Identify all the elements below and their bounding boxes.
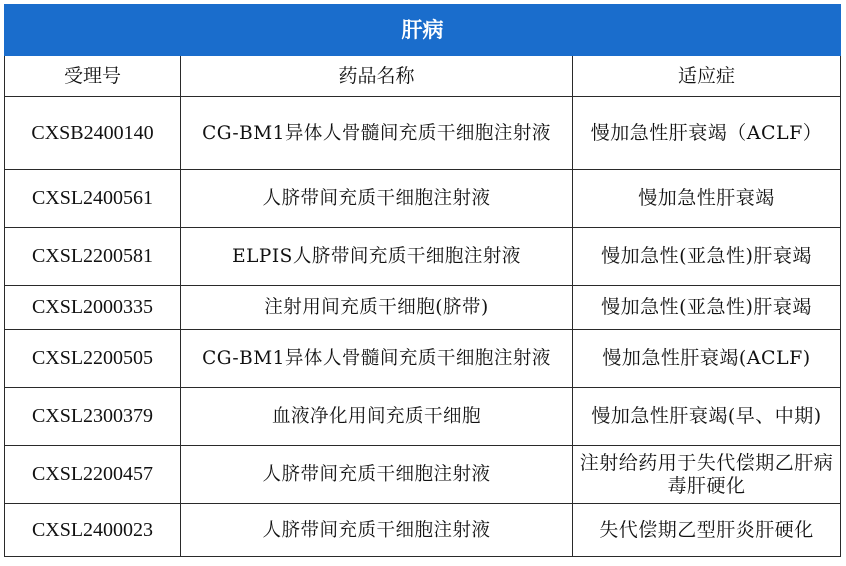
acceptance-code-cell: CXSL2300379: [5, 388, 181, 446]
drug-name-cell: 注射用间充质干细胞(脐带): [181, 286, 573, 330]
table-row: [5, 388, 841, 446]
header-row: [5, 56, 841, 97]
table-row: [5, 228, 841, 286]
indication-cell: 失代偿期乙型肝炎肝硬化: [573, 504, 841, 557]
acceptance-code-cell: CXSL2400023: [5, 504, 181, 557]
drug-name-cell: 人脐带间充质干细胞注射液: [181, 504, 573, 557]
drug-name-cell: ELPIS人脐带间充质干细胞注射液: [181, 228, 573, 286]
indication-cell: 慢加急性肝衰竭(早、中期): [573, 388, 841, 446]
drug-name-cell: 血液净化用间充质干细胞: [181, 388, 573, 446]
acceptance-code-cell: CXSL2400561: [5, 170, 181, 228]
column-header-drug-name: 药品名称: [181, 56, 573, 97]
column-header-code: 受理号: [5, 56, 181, 97]
indication-cell: 慢加急性(亚急性)肝衰竭: [573, 228, 841, 286]
acceptance-code-cell: CXSL2000335: [5, 286, 181, 330]
liver-disease-drug-table: [4, 4, 841, 557]
table-row: [5, 286, 841, 330]
table-row: [5, 504, 841, 557]
table-row: [5, 330, 841, 388]
drug-name-cell: CG-BM1异体人骨髓间充质干细胞注射液: [181, 97, 573, 170]
table-row: [5, 170, 841, 228]
indication-cell: 慢加急性(亚急性)肝衰竭: [573, 286, 841, 330]
indication-cell: 慢加急性肝衰竭(ACLF): [573, 330, 841, 388]
acceptance-code-cell: CXSL2200457: [5, 446, 181, 504]
acceptance-code-cell: CXSL2200505: [5, 330, 181, 388]
indication-cell: 慢加急性肝衰竭（ACLF）: [573, 97, 841, 170]
drug-name-cell: 人脐带间充质干细胞注射液: [181, 446, 573, 504]
table-title: 肝病: [5, 5, 841, 56]
indication-cell: 慢加急性肝衰竭: [573, 170, 841, 228]
title-row: [5, 5, 841, 56]
column-header-indication: 适应症: [573, 56, 841, 97]
drug-table-container: [4, 4, 840, 557]
drug-name-cell: 人脐带间充质干细胞注射液: [181, 170, 573, 228]
acceptance-code-cell: CXSL2200581: [5, 228, 181, 286]
table-row: [5, 97, 841, 170]
acceptance-code-cell: CXSB2400140: [5, 97, 181, 170]
indication-cell: 注射给药用于失代偿期乙肝病毒肝硬化: [573, 446, 841, 504]
drug-name-cell: CG-BM1异体人骨髓间充质干细胞注射液: [181, 330, 573, 388]
table-row: [5, 446, 841, 504]
